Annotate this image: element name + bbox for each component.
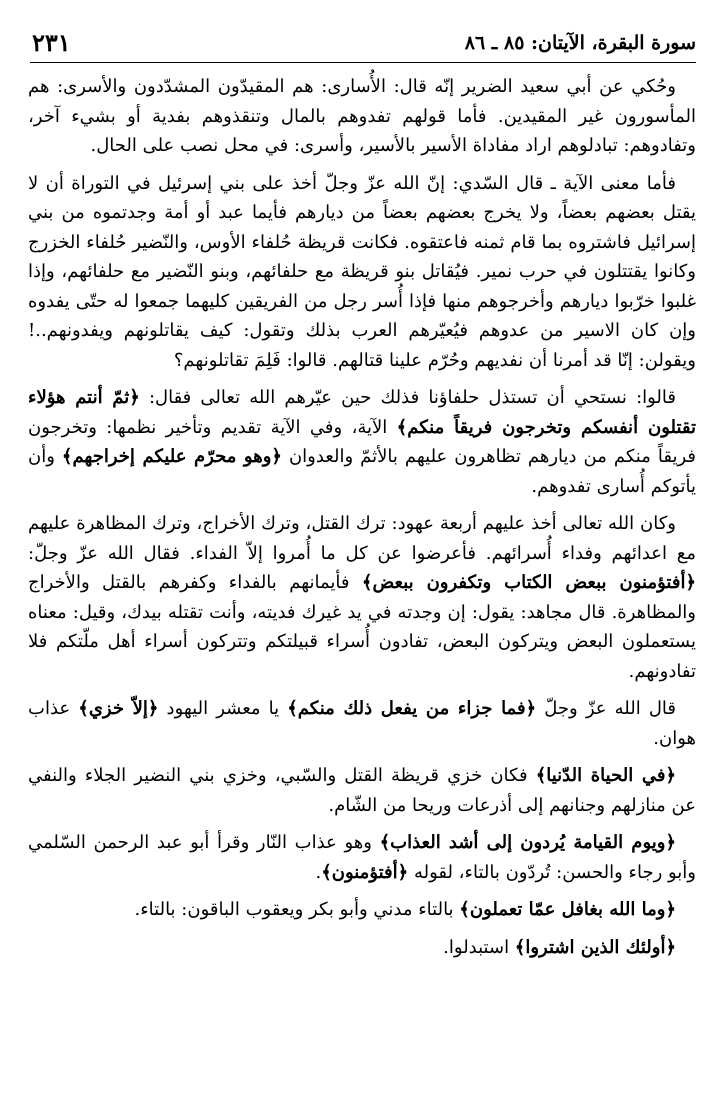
paragraph	[28, 828, 696, 887]
text-segment: يا معشر اليهود	[158, 698, 288, 719]
quran-quote: ﴿أفتؤمنون ببعض الكتاب وتكفرون ببعض﴾	[361, 572, 696, 593]
paragraph	[28, 509, 696, 686]
text-segment: فأيمانهم بالفداء وكفرهم بالقتل والأخراج والمظاهرة. قال مجاهد: يقول: إن وجدته في يد غيرك فديته، وأنت تقتله بيدك، وقيل: معناه يستعملون البعض ويتركون البعض، تفادون أُسراء قبيلتكم وتتركون أسراء أهل ملّتكم فلا تفادونهم.	[28, 572, 696, 682]
quran-quote: ﴿فما جزاء من يفعل ذلك منكم﴾	[287, 698, 537, 719]
text-segment: فأما معنى الآية ـ قال السّدي: إنّ الله عزّ وجلّ أخذ على بني إسرئيل في التوراة أن لا يقتل بعضهم بعضاً، ولا يخرج بعضهم بعضاً من ديارهم فأيما عبد أو أمة وجدتموه من بني إسرائيل فاشتروه بما قام ثمنه فاعتقوه. فكانت قريظة حُلفاء الأوس، والنّضير حُلفاء الخزرج وكانوا يقتتلون في حرب نمير. فيُقاتل بنو قريظة مع حلفائهم، وبنو النّضير مع حلفائهم، وإذا غلبوا خرّبوا ديارهم وأخرجوهم منها فإذا أُسر رجل من الفريقين كليهما جمعوا له حتّى يفدوه وإن كان الاسير من عدوهم فيُعيّرهم العرب بذلك وتقول: كيف يقاتلونهم ويفدونهم..! ويقولن: إنّا قد أمرنا أن نفديهم وحُرّم علينا قتالهم. قالوا: فَلِمَ تقاتلونهم؟	[28, 172, 696, 371]
paragraph	[28, 761, 696, 820]
text-segment: عذاب هوان.	[28, 698, 696, 749]
text-segment: قالوا: نستحي أن تستذل حلفاؤنا فذلك حين عيّرهم الله تعالى فقال:	[139, 387, 677, 408]
quran-quote: ﴿وهو محرّم عليكم إخراجهم﴾	[61, 446, 282, 467]
text-segment: فكان خزي قريظة القتل والسّبي، وخزي بني النضير الجلاء والنفي عن منازلهم وجنانهم إلى أذرعات وريحا من الشّام.	[28, 765, 696, 816]
text-segment: وهو عذاب النّار وقرأ أبو عبد الرحمن السّلمي وأبو رجاء والحسن: تُردّون بالتاء، لقوله	[28, 832, 696, 883]
text-segment: وأن يأتوكم أُسارى تفدوهم.	[28, 446, 696, 497]
text-segment: الآية، وفي الآية تقديم وتأخير نظمها: وتخرجون فريقاً منكم من ديارهم تظاهرون عليهم بالأثمّ والعدوان	[28, 416, 696, 467]
paragraph	[28, 933, 696, 963]
text-segment: وحُكي عن أبي سعيد الضرير إنّه قال: الأُسارى: هم المقيدّون المشدّدون والأسرى: هم المأسورون غير المقيدين. فأما قولهم تفدوهم بالمال وتنقذوهم بفدية أو بشيء آخر، وتفادوهم: تبادلوهم اراد مفاداة الأسير بالأسير، وأسرى: في محل نصب على الحال.	[28, 76, 696, 156]
paragraph	[28, 383, 696, 501]
text-segment: .	[315, 861, 322, 883]
quran-quote: ﴿في الحياة الدّنيا﴾	[535, 765, 676, 786]
paragraph	[28, 169, 696, 376]
running-title: سورة البقرة، الآيتان: ٨٥ ـ ٨٦	[464, 32, 696, 54]
text-segment: قال الله عزّ وجلّ	[536, 698, 676, 719]
quran-quote: ﴿أولئك الذين اشتروا﴾	[514, 936, 676, 958]
page-body	[28, 72, 696, 970]
quran-quote: ﴿وما الله بغافل عمّا تعملون﴾	[459, 899, 676, 920]
quran-quote: ﴿إلاّ خزي﴾	[78, 698, 159, 719]
paragraph	[28, 895, 696, 925]
quran-quote: ﴿أفتؤمنون﴾	[321, 861, 409, 883]
quran-quote: ﴿ويوم القيامة يُردون إلى أشد العذاب﴾	[379, 832, 676, 853]
paragraph	[28, 72, 696, 161]
text-segment: بالتاء مدني وأبو بكر ويعقوب الباقون: بالتاء.	[134, 899, 460, 920]
paragraph	[28, 694, 696, 753]
page-header	[30, 24, 696, 63]
text-segment: وكان الله تعالى أخذ عليهم أربعة عهود: ترك القتل، وترك الأخراج، وترك المظاهرة عليهم مع اعدائهم وفداء أُسرائهم. فأعرضوا عن كل ما أُمروا إلاّ الفداء. فقال الله عزّ وجلّ:	[28, 513, 696, 564]
page-number: ٢٣١	[32, 28, 71, 57]
quran-quote: ﴿ثمّ أنتم هؤلاء تقتلون أنفسكم وتخرجون فريقاً منكم﴾	[28, 387, 696, 438]
text-segment: استبدلوا.	[443, 936, 515, 958]
